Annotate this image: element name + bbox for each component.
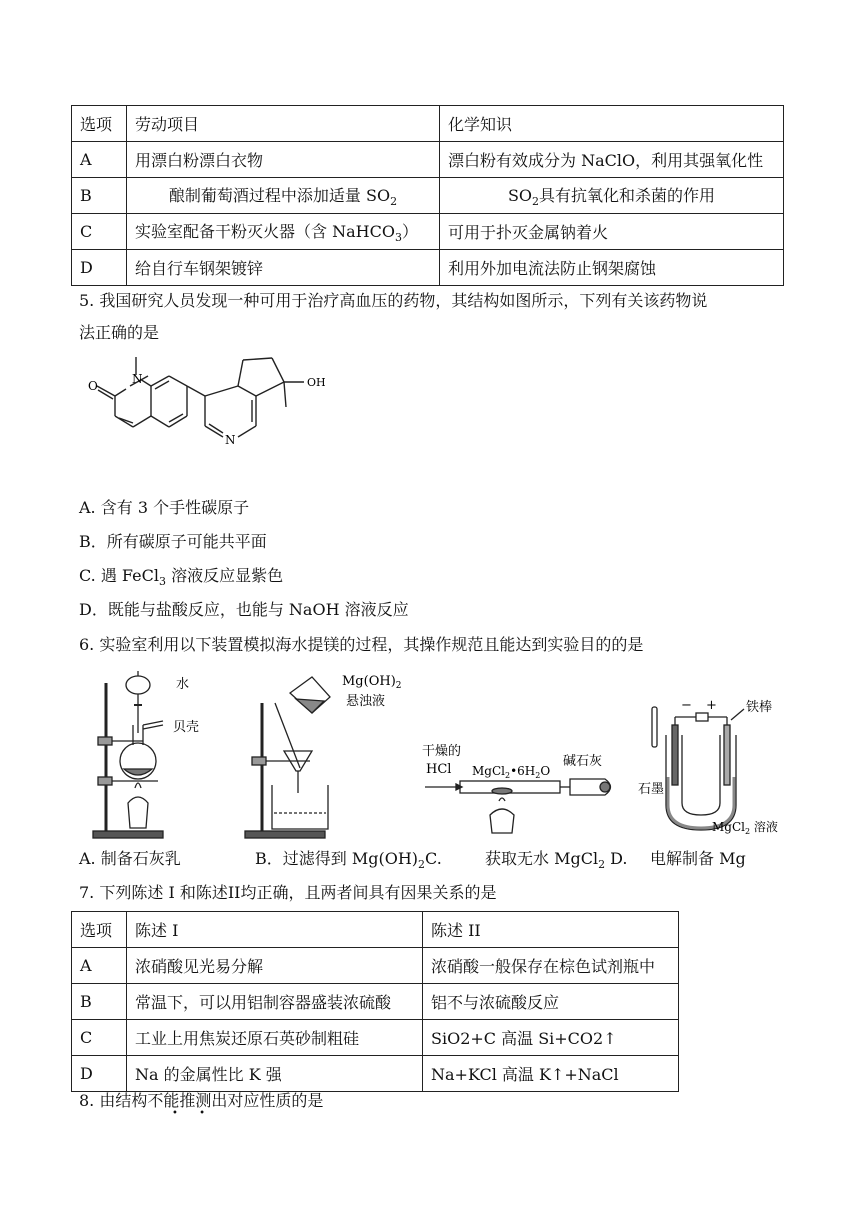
suspension-label: 悬浊液: [346, 694, 386, 709]
q7-stem: 7. 下列陈述 I 和陈述II均正确，且两者间具有因果关系的是: [79, 883, 497, 902]
row-option: A: [72, 142, 127, 178]
plus-sign: +: [706, 698, 717, 713]
labor-knowledge-table: [71, 105, 784, 286]
row-statement-1: Na 的金属性比 K 强: [127, 1056, 423, 1092]
row-item: 实验室配备干粉灭火器（含 NaHCO$_3$）: [127, 214, 440, 250]
row-statement-1: 浓硝酸见光易分解: [127, 948, 423, 984]
soda-lime-label: 碱石灰: [563, 754, 603, 769]
row-knowledge: 漂白粉有效成分为 NaClO，利用其强氧化性: [440, 142, 784, 178]
emphasis-dots: • •: [172, 1108, 214, 1119]
header-option: 选项: [72, 106, 127, 142]
row-knowledge: $SO_2$具有抗氧化和杀菌的作用: [440, 178, 784, 214]
row-option: B: [72, 984, 127, 1020]
row-item: 给自行车钢架镀锌: [127, 250, 440, 286]
q5-stem-line1: 5. 我国研究人员发现一种可用于治疗高血压的药物，其结构如图所示，下列有关该药物说: [79, 291, 708, 310]
table-row: [72, 1056, 679, 1092]
row-statement-1: 常温下，可以用铝制容器盛装浓硫酸: [127, 984, 423, 1020]
hydroxyl-label: OH: [307, 376, 326, 389]
row-option: D: [72, 250, 127, 286]
mgcl2-solution-label: MgCl$_2$ 溶液: [712, 820, 778, 836]
row-option: D: [72, 1056, 127, 1092]
apparatus-d-electrolysis: [636, 695, 796, 840]
q6-option-c: 获取无水 MgCl$_2$ D.: [485, 849, 628, 872]
row-item: 用漂白粉漂白衣物: [127, 142, 440, 178]
table-row: [72, 214, 784, 250]
row-option: B: [72, 178, 127, 214]
row-knowledge: 利用外加电流法防止钢架腐蚀: [440, 250, 784, 286]
table-header-row: [72, 106, 784, 142]
row-knowledge: 可用于扑灭金属钠着火: [440, 214, 784, 250]
q5-option-b: B．所有碳原子可能共平面: [79, 532, 267, 551]
table-row: [72, 250, 784, 286]
header-chem-knowledge: 化学知识: [440, 106, 784, 142]
header-statement-1: 陈述 I: [127, 912, 423, 948]
drug-structure: [80, 352, 340, 482]
row-statement-1: 工业上用焦炭还原石英砂制粗硅: [127, 1020, 423, 1056]
pyridine-nitrogen-label: N: [225, 433, 236, 447]
statement-table: [71, 911, 679, 1092]
header-labor-item: 劳动项目: [127, 106, 440, 142]
row-statement-2: Na+KCl 高温 K↑+NaCl: [423, 1056, 679, 1092]
iron-rod-label: 铁棒: [746, 700, 773, 715]
row-item: 酿制葡萄酒过程中添加适量 $SO_2$: [127, 178, 440, 214]
minus-sign: −: [681, 698, 692, 713]
q8-stem: 8. 由结构不能推测出对应性质的是: [79, 1091, 324, 1110]
row-statement-2: SiO2+C 高温 Si+CO2↑: [423, 1020, 679, 1056]
carbonyl-oxygen-label: O: [88, 379, 98, 393]
row-option: C: [72, 1020, 127, 1056]
table-row: [72, 178, 784, 214]
q6-option-d: 电解制备 Mg: [650, 849, 746, 868]
row-option: C: [72, 214, 127, 250]
table-row: [72, 142, 784, 178]
header-option: 选项: [72, 912, 127, 948]
table-row: [72, 1020, 679, 1056]
mgcl2-hydrate-label: $MgCl_2•6H_2O$: [472, 764, 551, 780]
q6-option-b: B．过滤得到 $Mg(OH)_2C$.: [255, 849, 442, 872]
graphite-label: 石墨: [638, 782, 665, 797]
mgoh2-label: $Mg(OH)_2$: [342, 674, 402, 691]
table-header-row: [72, 912, 679, 948]
dry-label: 干燥的: [422, 744, 462, 759]
quinolone-nitrogen-label: N: [132, 372, 143, 386]
apparatus-a-lime-milk: [88, 663, 218, 843]
q5-option-c: C. 遇 FeCl$_3$ 溶液反应显紫色: [79, 566, 284, 589]
row-statement-2: 浓硝酸一般保存在棕色试剂瓶中: [423, 948, 679, 984]
q6-option-a: A. 制备石灰乳: [79, 849, 181, 868]
q6-stem: 6. 实验室利用以下装置模拟海水提镁的过程，其操作规范且能达到实验目的的是: [79, 635, 644, 654]
water-label: 水: [176, 677, 190, 692]
hcl-label: HCl: [426, 762, 452, 777]
header-statement-2: 陈述 II: [423, 912, 679, 948]
row-option: A: [72, 948, 127, 984]
shell-label: 贝壳: [173, 720, 200, 735]
q5-option-d: D．既能与盐酸反应，也能与 NaOH 溶液反应: [79, 600, 409, 619]
table-row: [72, 948, 679, 984]
q5-stem-line2: 法正确的是: [79, 323, 160, 342]
row-statement-2: 铝不与浓硫酸反应: [423, 984, 679, 1020]
apparatus-c-anhydrous: [420, 735, 630, 845]
table-row: [72, 984, 679, 1020]
apparatus-b-filtration: [240, 663, 410, 843]
q5-option-a: A. 含有 3 个手性碳原子: [79, 498, 250, 517]
